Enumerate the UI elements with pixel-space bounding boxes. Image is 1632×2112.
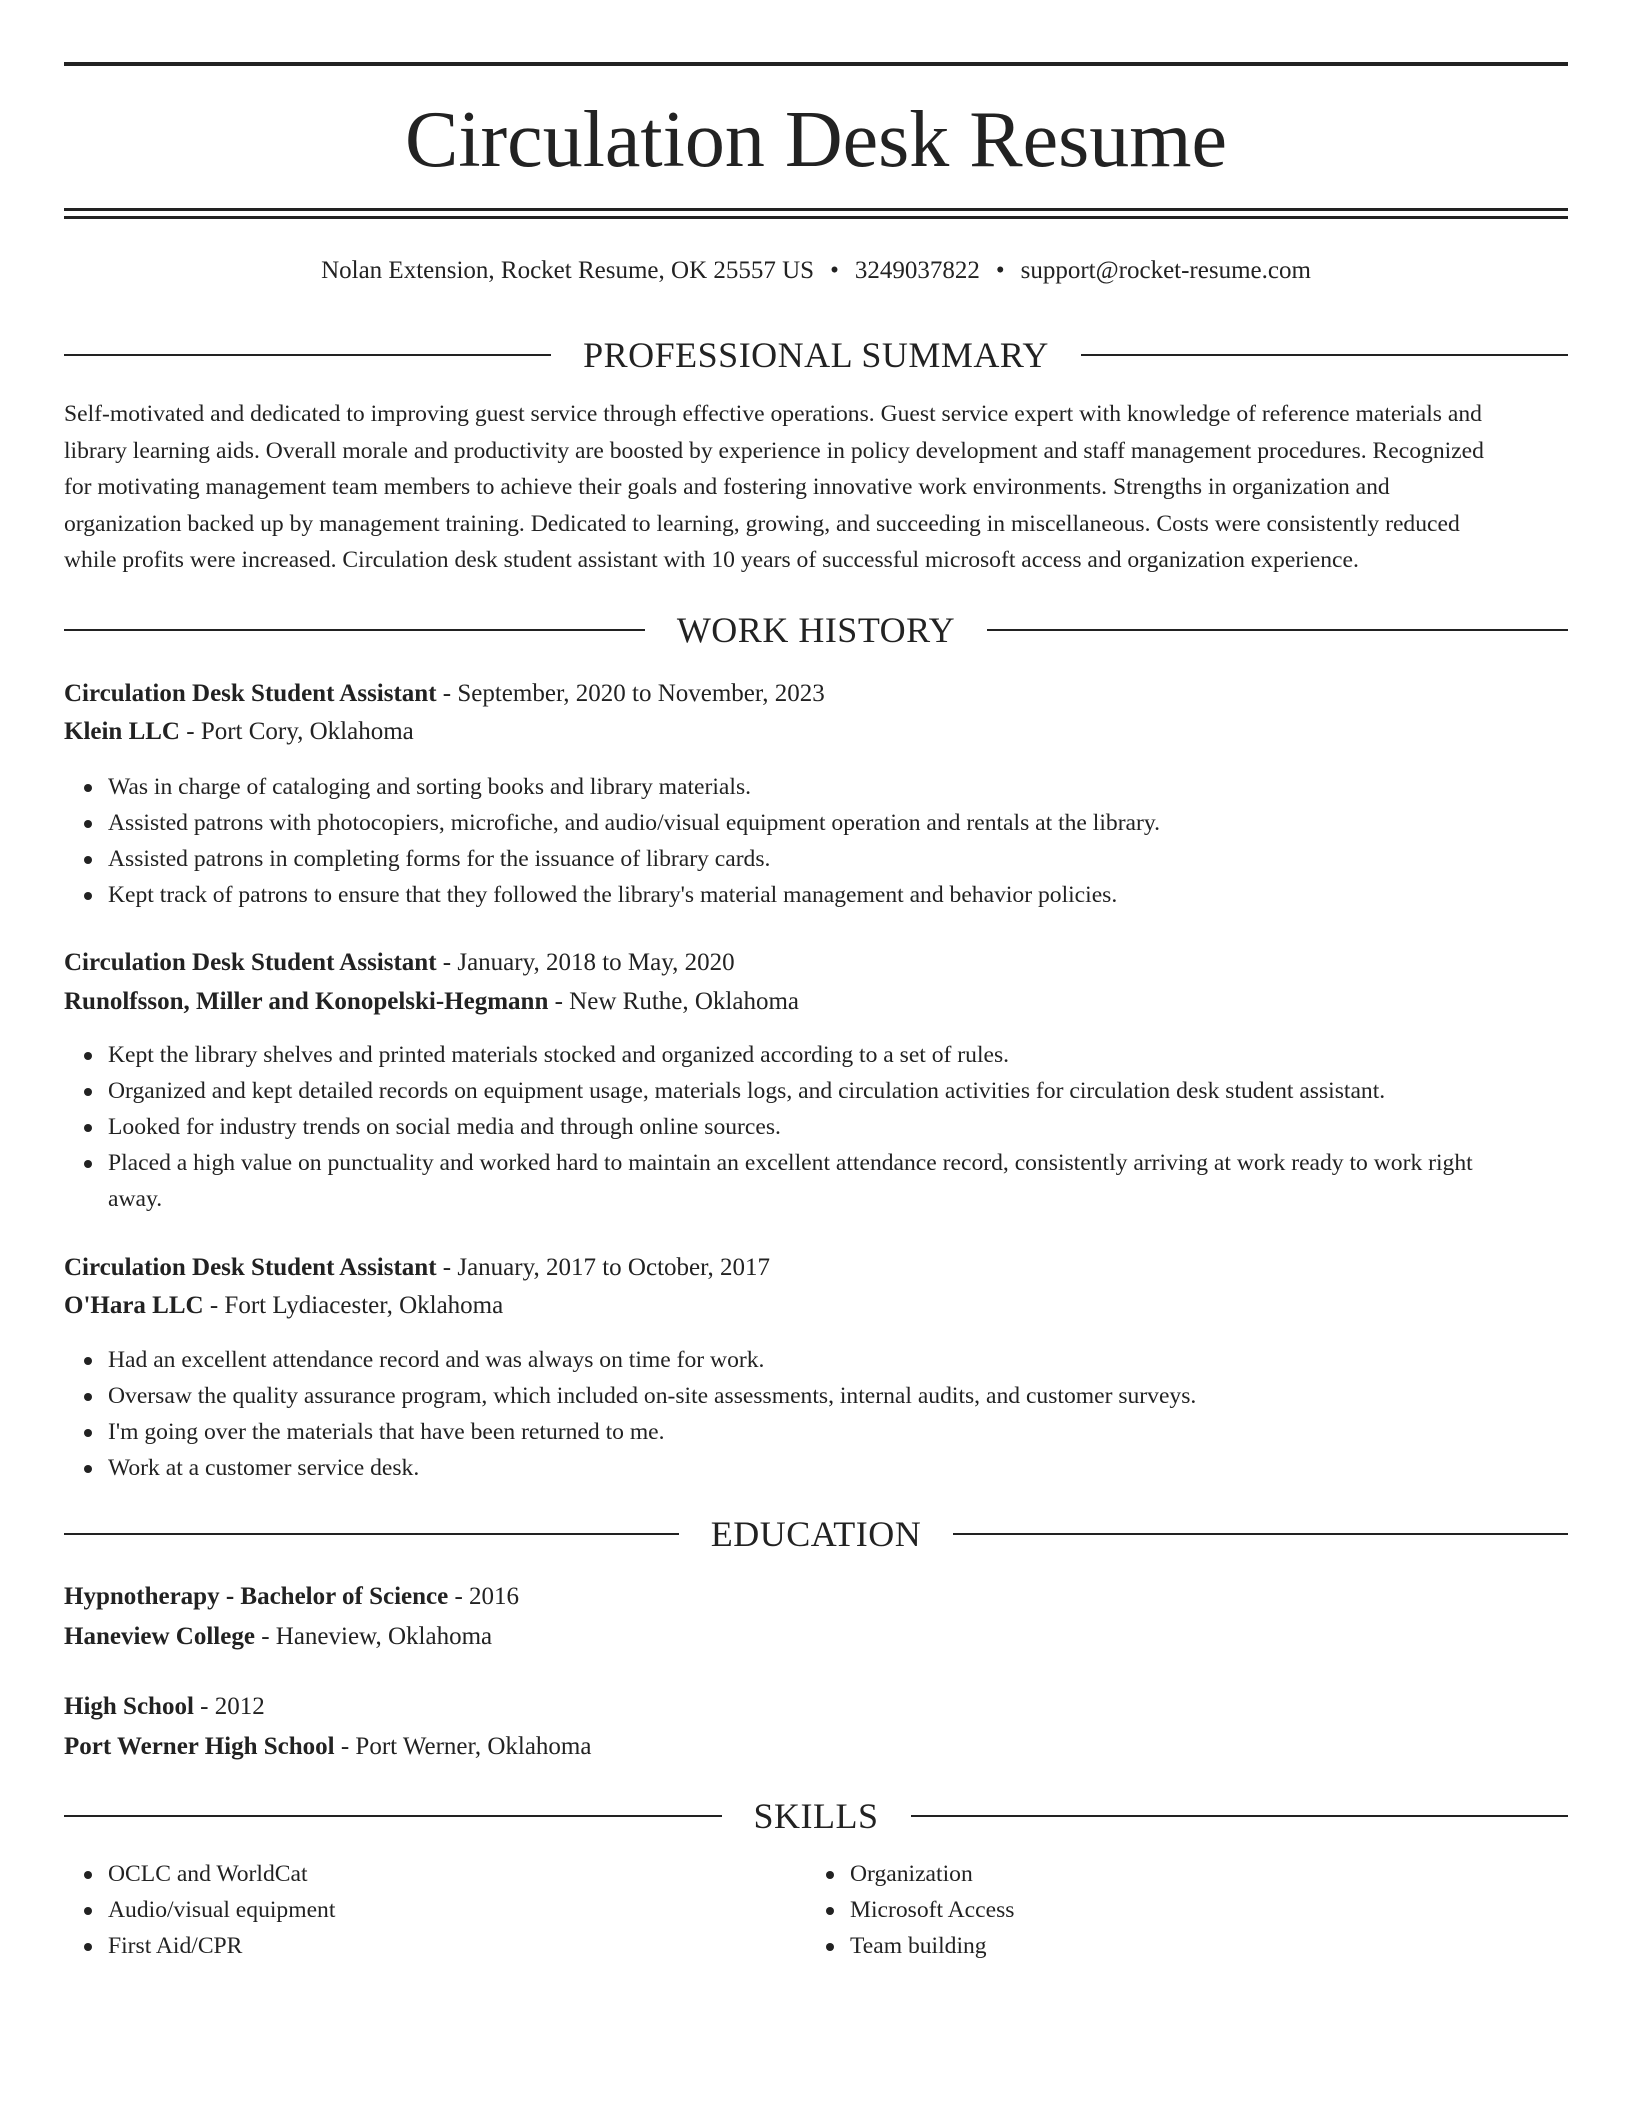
list-item: Assisted patrons in completing forms for the issuance of library cards. (108, 841, 1612, 877)
job-company: Klein LLC (64, 718, 180, 745)
education-school-line (64, 1729, 1568, 1765)
resume-title: Circulation Desk Resume (404, 96, 1228, 184)
skill-item: OCLC and WorldCat (108, 1856, 808, 1892)
job-dates: - September, 2020 to November, 2023 (436, 680, 825, 707)
job-title-line (64, 1250, 1568, 1286)
contact-address: Nolan Extension, Rocket Resume, OK 25557 US (321, 257, 815, 284)
job-location: - Fort Lydiacester, Oklahoma (203, 1292, 504, 1319)
heading-rule-right (911, 1815, 1569, 1817)
education-school-line (64, 1619, 1568, 1655)
job-bullets (64, 1037, 1612, 1217)
education-degree-line (64, 1579, 1568, 1615)
list-item: Kept track of patrons to ensure that they followed the library's material management and behavior policies. (108, 877, 1612, 913)
education-location: - Haneview, Oklahoma (254, 1623, 493, 1650)
education-degree-line (64, 1689, 1568, 1725)
job-title: Circulation Desk Student Assistant (64, 1254, 437, 1281)
education-school: Port Werner High School (64, 1733, 335, 1760)
job-dates: - January, 2017 to October, 2017 (436, 1254, 770, 1281)
job-title: Circulation Desk Student Assistant (64, 680, 437, 707)
job-company-line (64, 714, 1568, 750)
heading-rule-right (953, 1533, 1568, 1535)
summary-line: library learning aids. Overall morale and productivity are boosted by experience in policy development and staff management procedures. Recognized (64, 437, 1484, 464)
contact-email: support@rocket-resume.com (1020, 257, 1311, 284)
skill-item: Audio/visual equipment (108, 1892, 808, 1928)
bullet-text-line: Placed a high value on punctuality and worked hard to maintain an excellent attendance record, consistently arriving at work ready to work right (108, 1150, 1473, 1176)
section-heading-skills (64, 1794, 1568, 1838)
list-item: Organized and kept detailed records on equipment usage, materials logs, and circulation activities for circulation desk student assistant. (108, 1073, 1612, 1109)
education-year: - 2012 (193, 1693, 265, 1720)
list-item: I'm going over the materials that have been returned to me. (108, 1414, 1612, 1450)
heading-rule-left (64, 1815, 722, 1817)
skill-item: Team building (850, 1928, 1550, 1964)
list-item: Had an excellent attendance record and was always on time for work. (108, 1342, 1612, 1378)
summary-line: for motivating management team members to achieve their goals and fostering innovative work environments. Strengths in organization and (64, 474, 1390, 500)
heading-rule-left (64, 354, 551, 356)
list-item: Assisted patrons with photocopiers, microfiche, and audio/visual equipment operation and rentals at the library. (108, 805, 1612, 841)
job-bullets (64, 1342, 1612, 1486)
contact-line (64, 253, 1568, 289)
job-bullets (64, 769, 1612, 913)
job-company-line (64, 984, 1568, 1020)
section-heading-education (64, 1512, 1568, 1556)
section-title: WORK HISTORY (676, 610, 956, 650)
job-title: Circulation Desk Student Assistant (64, 949, 437, 976)
job-company-line (64, 1288, 1568, 1324)
skill-item: Microsoft Access (850, 1892, 1550, 1928)
heading-rule-left (64, 629, 645, 631)
job-location: - Port Cory, Oklahoma (180, 718, 414, 745)
education-location: - Port Werner, Oklahoma (334, 1733, 592, 1760)
education-school: Haneview College (64, 1623, 255, 1650)
section-title: SKILLS (753, 1796, 879, 1836)
job-dates: - January, 2018 to May, 2020 (436, 949, 735, 976)
education-degree: Hypnotherapy - Bachelor of Science (64, 1583, 449, 1610)
list-item: Oversaw the quality assurance program, which included on-site assessments, internal audits, and customer surveys. (108, 1378, 1612, 1414)
contact-separator: • (995, 257, 1005, 284)
contact-separator: • (830, 257, 839, 284)
section-title: EDUCATION (710, 1514, 922, 1554)
education-year: - 2016 (448, 1583, 520, 1610)
heading-rule-right (987, 629, 1568, 631)
education-degree: High School (64, 1693, 194, 1720)
job-title-line (64, 945, 1568, 981)
summary-line: organization backed up by management training. Dedicated to learning, growing, and succeeding in miscellaneous. Costs were consistently reduced (64, 510, 1460, 537)
section-heading-work-history (64, 608, 1568, 652)
top-rule (64, 62, 1568, 66)
list-item: Work at a customer service desk. (108, 1450, 1612, 1486)
section-title: PROFESSIONAL SUMMARY (583, 335, 1049, 375)
skill-item: First Aid/CPR (108, 1928, 808, 1964)
contact-phone: 3249037822 (854, 257, 980, 284)
bullet-text-line: away. (108, 1186, 163, 1212)
list-item (108, 1145, 1612, 1217)
skills-list (64, 1856, 808, 1964)
summary-line: while profits were increased. Circulation desk student assistant with 10 years of successful microsoft access and organization experience. (64, 547, 1359, 573)
job-location: - New Ruthe, Oklahoma (548, 988, 799, 1015)
heading-rule-left (64, 1533, 679, 1535)
list-item: Was in charge of cataloging and sorting books and library materials. (108, 769, 1612, 805)
skills-list (806, 1856, 1550, 1964)
list-item: Looked for industry trends on social media and through online sources. (108, 1109, 1612, 1145)
summary-line: Self-motivated and dedicated to improving guest service through effective operations. Guest service expert with knowledge of reference materials and (64, 401, 1482, 427)
section-heading-summary (64, 333, 1568, 377)
job-company: O'Hara LLC (64, 1292, 204, 1319)
job-company: Runolfsson, Miller and Konopelski-Hegmann (64, 988, 549, 1015)
job-title-line (64, 676, 1568, 712)
skill-item: Organization (850, 1856, 1550, 1892)
title-double-rule (64, 208, 1568, 219)
summary-paragraph (64, 396, 1568, 579)
list-item: Kept the library shelves and printed materials stocked and organized according to a set of rules. (108, 1037, 1612, 1073)
heading-rule-right (1081, 354, 1568, 356)
